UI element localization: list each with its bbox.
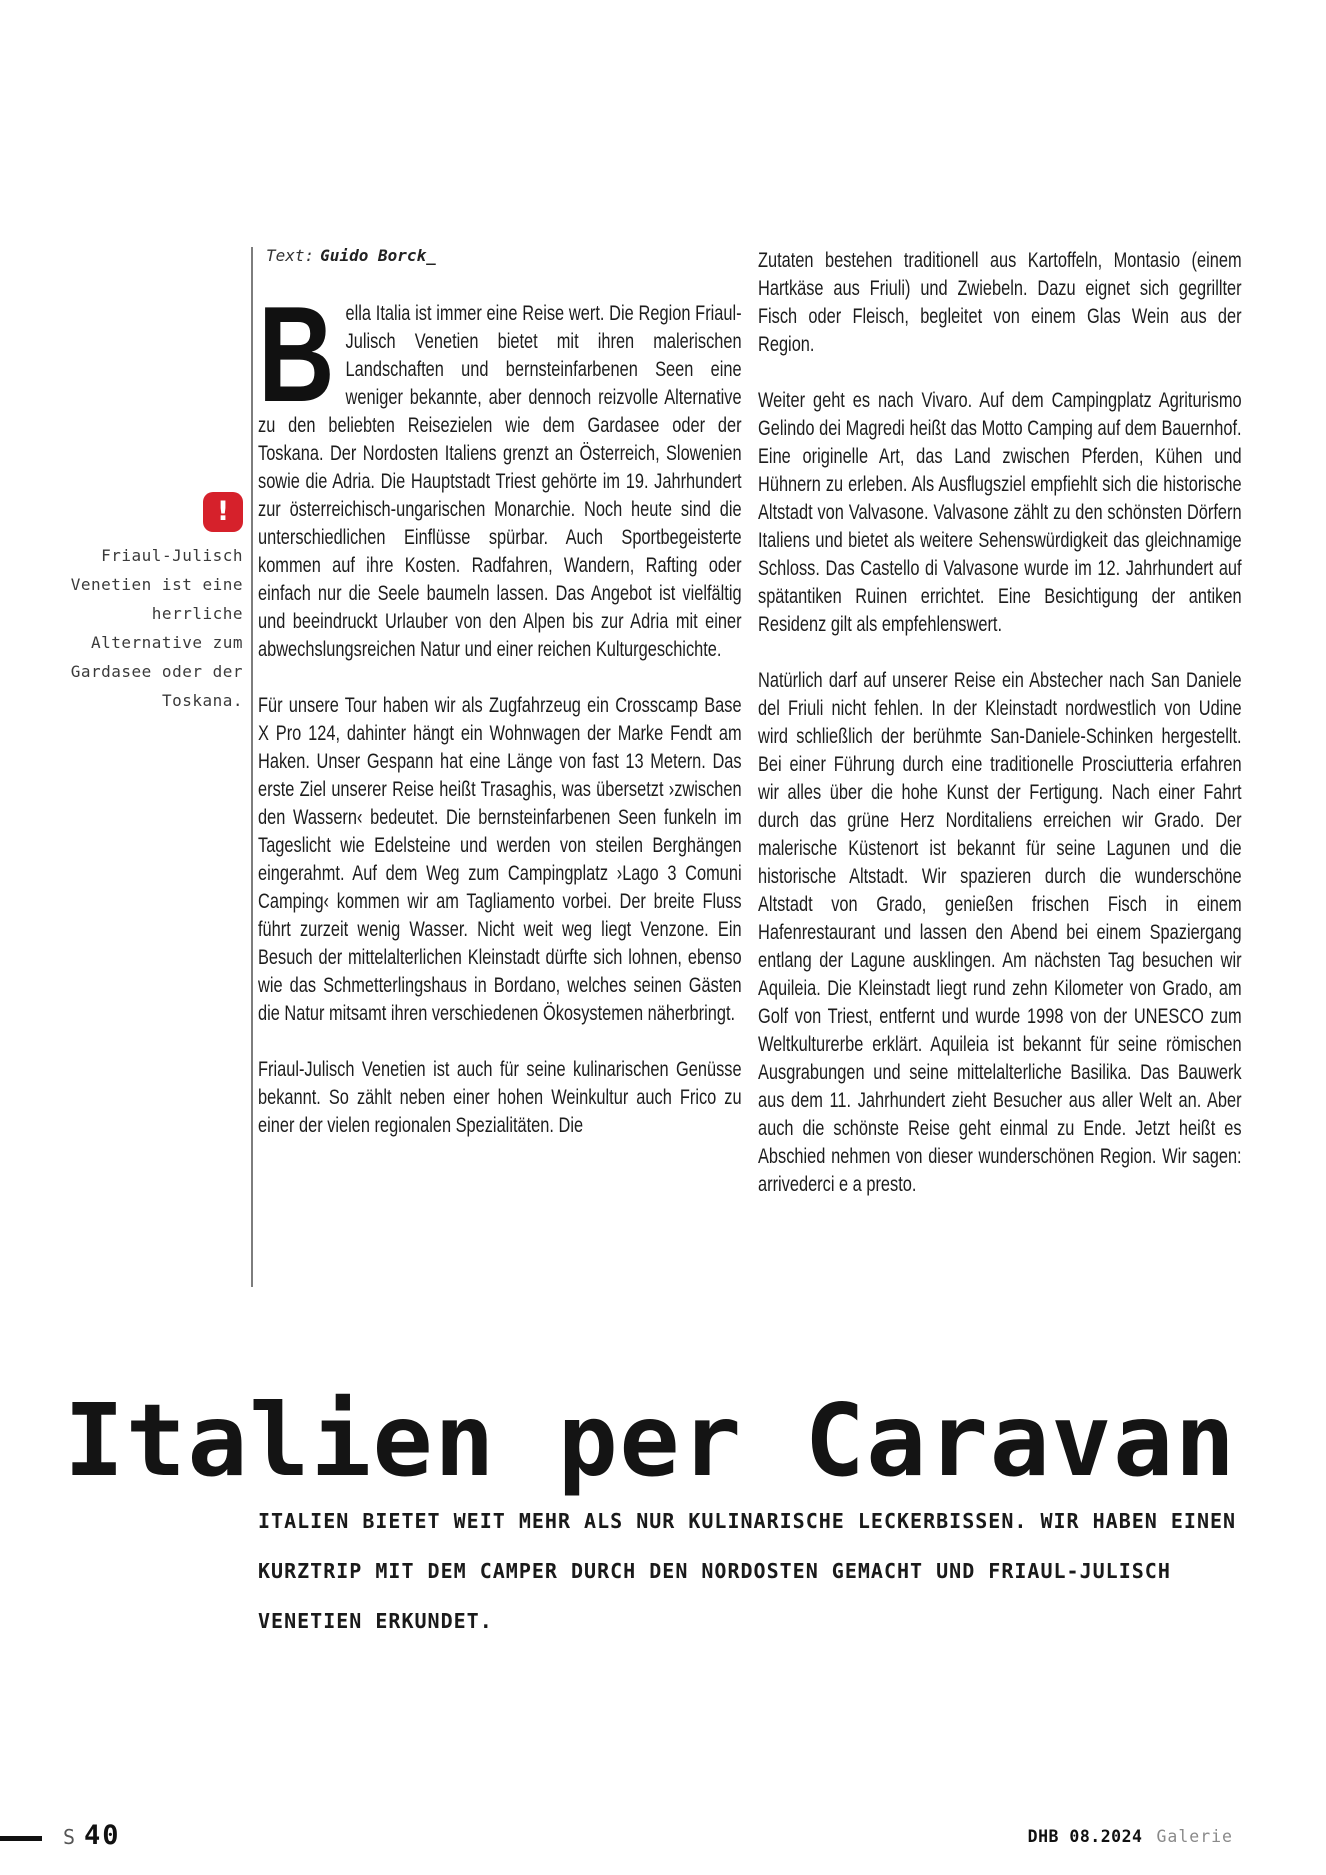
issue-info	[1028, 1827, 1233, 1846]
page-number-value: 40	[84, 1820, 121, 1851]
standfirst: ITALIEN BIETET WEIT MEHR ALS NUR KULINARISCHE LECKERBISSEN. WIR HABEN EINEN KURZTRIP MIT DEM CAMPER DURCH DEN NORDOSTEN GEMACHT UND FRIAUL-JULISCH VENETIEN ERKUNDET.	[258, 1509, 1237, 1633]
paragraph: Natürlich darf auf unserer Reise ein Abstecher nach San Daniele del Friuli nicht fehlen. In der Kleinstadt nordwestlich von Udine wird schließlich der berühmte San-Daniele-Schinken hergestellt. Bei einer Führung durch eine traditionelle Prosciutteria erfahren wir alles über die hohe Kunst der Fertigung. Nach einer Fahrt durch das grüne Herz Norditaliens erreichen wir Grado. Der malerische Küstenort ist bekannt für seine Lagunen und die historische Altstadt. Wir spazieren durch die wunderschöne Altstadt von Grado, genießen frischen Fisch in einem Hafenrestaurant und lassen den Abend bei einem Spaziergang entlang der Lagune ausklingen. Am nächsten Tag besuchen wir Aquileia. Die Kleinstadt liegt rund zehn Kilometer von Grado, am Golf von Triest, entfernt und wurde 1998 von der UNESCO zum Weltkulturerbe erklärt. Aquileia ist bekannt für seine römischen Ausgrabungen und seine mittelalterliche Basilika. Das Bauwerk aus dem 11. Jahrhundert zieht Besucher aus aller Welt an. Aber auch die schönste Reise geht einmal zu Ende. Jetzt heißt es Abschied nehmen von dieser wunderschönen Region. Wir sagen: arrivederci e a presto.	[758, 669, 1242, 1196]
article-column-left	[258, 278, 742, 1140]
issue-label: DHB 08.2024	[1027, 1827, 1143, 1846]
footer-rule	[0, 1836, 42, 1841]
byline-label: Text:	[266, 246, 315, 265]
page-number	[63, 1820, 121, 1851]
headline: Italien per Caravan	[64, 1382, 1237, 1499]
paragraph: Weiter geht es nach Vivaro. Auf dem Campingplatz Agriturismo Gelindo dei Magredi heißt das Motto Camping auf dem Bauernhof. Eine originelle Art, das Land zwischen Pferden, Kühen und Hühnern zu erleben. Als Ausflugsziel empfiehlt sich die historische Altstadt von Valvasone. Valvasone zählt zu den schönsten Dörfern Italiens und bietet als weitere Sehenswürdigkeit das gleichnamige Schloss. Das Castello di Valvasone wurde im 12. Jahrhundert auf spätantiken Ruinen errichtet. Eine Besichtigung der antiken Residenz gilt als empfehlenswert.	[758, 389, 1242, 636]
column-rule	[251, 247, 253, 1287]
drop-cap: B	[258, 278, 335, 430]
page-number-prefix: S	[63, 1825, 76, 1849]
paragraph: Für unsere Tour haben wir als Zugfahrzeug ein Crosscamp Base X Pro 124, dahinter hängt ein Wohnwagen der Marke Fendt am Haken. Unser Gespann hat eine Länge von fast 13 Metern. Das erste Ziel unserer Reise heißt Trasaghis, was übersetzt ›zwischen den Wassern‹ bedeutet. Die bernsteinfarbenen Seen funkeln im Tageslicht wie Edelsteine und werden von steilen Berghängen eingerahmt. Auf dem Weg zum Campingplatz ›Lago 3 Comuni Camping‹ kommen wir am Tagliamento vorbei. Der breite Fluss führt zurzeit wenig Wasser. Nicht weit weg liegt Venzone. Ein Besuch der mittelalterlichen Kleinstadt dürfte sich lohnen, ebenso wie das Schmetterlingshaus in Bordano, welches seinen Gästen die Natur mitsamt ihren verschiedenen Ökosystemen näherbringt.	[258, 694, 742, 1025]
byline	[266, 246, 436, 265]
exclamation-icon: !	[203, 492, 243, 532]
paragraph	[258, 278, 742, 664]
paragraph-text: ella Italia ist immer eine Reise wert. Die Region Friaul-Julisch Venetien bietet mit ihren malerischen Landschaften und bernsteinfarbenen Seen eine weniger bekannte, aber dennoch reizvolle Alternative zu den beliebten Reisezielen wie dem Gardasee oder der Toskana. Der Nordosten Italiens grenzt an Österreich, Slowenien sowie die Adria. Die Hauptstadt Triest gehörte im 19. Jahrhundert zur österreichisch-ungarischen Monarchie. Noch heute sind die unterschiedlichen Einflüsse spürbar. Auch Sportbegeisterte kommen auf ihre Kosten. Radfahren, Wandern, Rafting oder einfach nur die Seele baumeln lassen. Das Angebot ist vielfältig und beeindruckt Urlauber von den Alpen bis zur Adria mit einer abwechslungsreichen Natur und einer reichen Kulturgeschichte.	[258, 302, 742, 661]
article-column-right	[758, 247, 1242, 1199]
byline-author: Guido Borck_	[320, 246, 436, 265]
paragraph: Friaul-Julisch Venetien ist auch für seine kulinarischen Genüsse bekannt. So zählt neben einer hohen Weinkultur auch Frico zu einer der vielen regionalen Spezialitäten. Die	[258, 1058, 742, 1137]
pull-quote: Friaul-Julisch Venetien ist eine herrliche Alternative zum Gardasee oder der Toskana.	[70, 546, 243, 710]
section-label: Galerie	[1156, 1827, 1233, 1846]
paragraph: Zutaten bestehen traditionell aus Kartoffeln, Montasio (einem Hartkäse aus Friuli) und Zwiebeln. Dazu eignet sich gegrillter Fisch oder Fleisch, begleitet von einem Glas Wein aus der Region.	[758, 249, 1242, 356]
